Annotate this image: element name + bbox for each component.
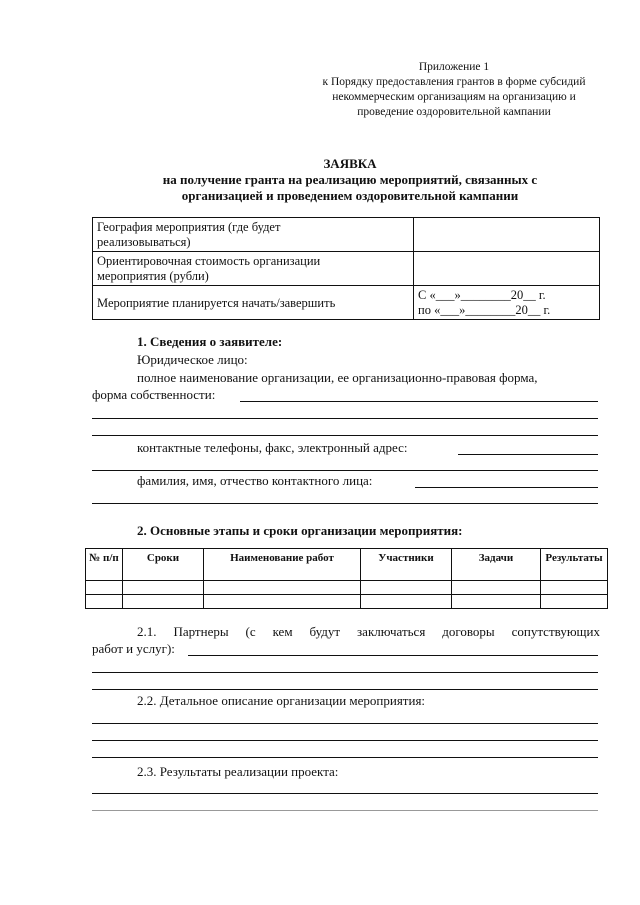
info-row-geography — [93, 218, 600, 252]
contact-person-input-line-2[interactable] — [92, 503, 598, 504]
title-heading: ЗАЯВКА — [323, 156, 377, 171]
table-row — [86, 595, 608, 609]
section1-heading: 1. Сведения о заявителе: — [137, 334, 283, 349]
end-date-line: по «___»________20__ г. — [418, 303, 551, 317]
contacts-input-line[interactable] — [458, 454, 598, 455]
table-cell[interactable] — [361, 595, 452, 609]
appendix-line: некоммерческим организациям на организацию и — [332, 91, 576, 103]
appendix-line: Приложение 1 — [418, 61, 490, 73]
info-label — [93, 252, 414, 286]
appendix-line: к Порядку предоставления грантов в форме субсидий — [322, 76, 586, 88]
partners-input-line[interactable] — [188, 655, 598, 656]
full-name-input-line[interactable] — [240, 401, 598, 402]
appendix-note — [300, 60, 608, 120]
table-cell[interactable] — [204, 595, 361, 609]
description-input-line[interactable] — [92, 723, 598, 724]
results-input-line-2[interactable] — [92, 810, 598, 811]
header-works: Наименование работ — [204, 549, 361, 581]
info-table — [92, 217, 600, 320]
table-cell[interactable] — [123, 581, 204, 595]
table-cell[interactable] — [123, 595, 204, 609]
info-value-dates[interactable] — [414, 286, 600, 320]
info-label-line: мероприятия (рубли) — [97, 269, 209, 283]
contacts-input-line-2[interactable] — [92, 470, 598, 471]
appendix-line: проведение оздоровительной кампании — [357, 106, 551, 118]
info-label-line: Мероприятие планируется начать/завершить — [97, 295, 336, 310]
partners-label: 2.1. Партнеры (с кем будут заключаться договоры сопутствующих — [137, 624, 600, 639]
legal-entity-label: Юридическое лицо: — [137, 352, 248, 367]
document-title — [60, 156, 640, 204]
contact-person-input-line[interactable] — [415, 487, 598, 488]
table-cell[interactable] — [86, 581, 123, 595]
info-label — [93, 286, 414, 320]
partners-input-line-3[interactable] — [92, 689, 598, 690]
info-value-cost[interactable] — [414, 252, 600, 286]
contact-person-label: фамилия, имя, отчество контактного лица: — [137, 473, 373, 488]
title-line: на получение гранта на реализацию мероприятий, связанных с — [162, 172, 538, 187]
contacts-label: контактные телефоны, факс, электронный адрес: — [137, 440, 408, 455]
info-label — [93, 218, 414, 252]
header-tasks: Задачи — [452, 549, 541, 581]
section2-heading: 2. Основные этапы и сроки организации мероприятия: — [137, 523, 463, 538]
header-terms: Сроки — [123, 549, 204, 581]
header-participants: Участники — [361, 549, 452, 581]
info-row-cost — [93, 252, 600, 286]
header-number: № п/п — [86, 549, 123, 581]
info-row-dates — [93, 286, 600, 320]
table-cell[interactable] — [452, 595, 541, 609]
full-name-input-line-3[interactable] — [92, 435, 598, 436]
results-input-line[interactable] — [92, 793, 598, 794]
description-input-line-3[interactable] — [92, 757, 598, 758]
results-label: 2.3. Результаты реализации проекта: — [137, 764, 339, 779]
table-cell[interactable] — [452, 581, 541, 595]
table-row — [86, 581, 608, 595]
partners-label-2: работ и услуг): — [92, 641, 175, 656]
header-results: Результаты — [541, 549, 608, 581]
table-cell[interactable] — [204, 581, 361, 595]
info-label-line: Ориентировочная стоимость организации — [97, 254, 321, 268]
ownership-label: форма собственности: — [92, 387, 216, 402]
partners-input-line-2[interactable] — [92, 672, 598, 673]
table-cell[interactable] — [361, 581, 452, 595]
stages-table — [85, 548, 608, 609]
description-input-line-2[interactable] — [92, 740, 598, 741]
table-cell[interactable] — [541, 595, 608, 609]
table-cell[interactable] — [86, 595, 123, 609]
info-label-line: География мероприятия (где будет — [97, 220, 281, 234]
full-name-label: полное наименование организации, ее организационно-правовая форма, — [137, 370, 538, 385]
stages-header-row — [86, 549, 608, 581]
info-label-line: реализовываться) — [97, 235, 191, 249]
start-date-line: С «___»________20__ г. — [418, 288, 546, 302]
table-cell[interactable] — [541, 581, 608, 595]
title-line: организацией и проведением оздоровительной кампании — [181, 188, 519, 203]
info-value-geography[interactable] — [414, 218, 600, 252]
full-name-input-line-2[interactable] — [92, 418, 598, 419]
description-label: 2.2. Детальное описание организации мероприятия: — [137, 693, 426, 708]
